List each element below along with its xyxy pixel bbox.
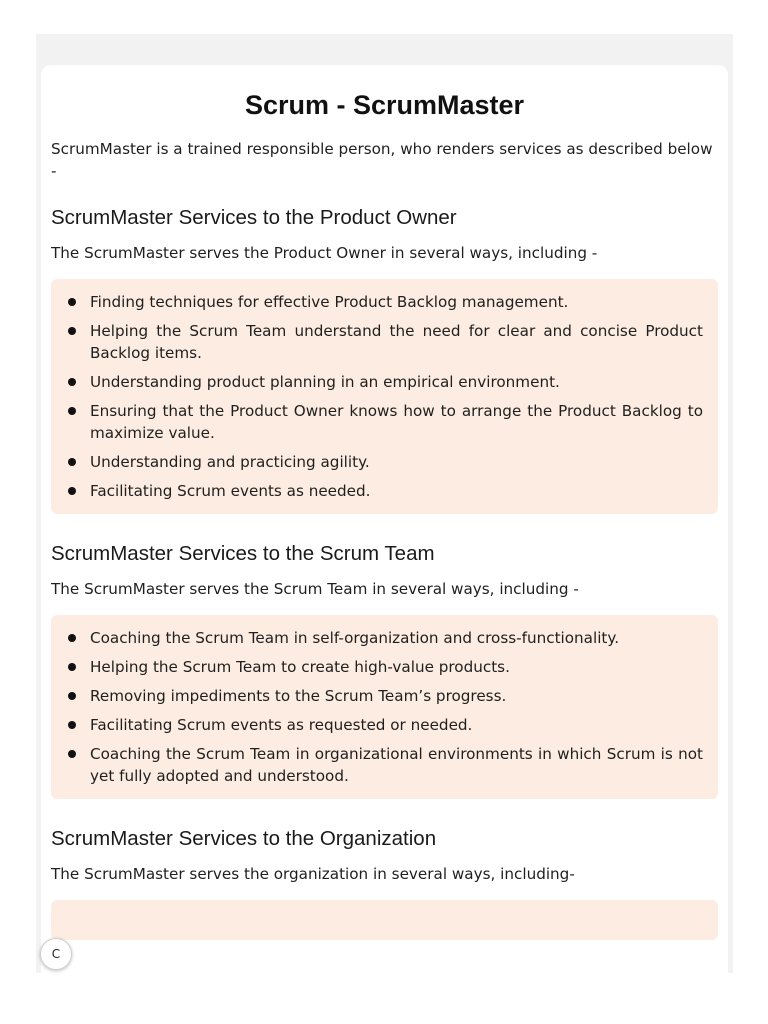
list-item-text: Coaching the Scrum Team in organizational environments in which Scrum is not yet fully adopted and understood. (90, 745, 703, 785)
section-scrum-team (51, 540, 718, 799)
bullet-icon (68, 663, 76, 671)
page-title: Scrum - ScrumMaster (244, 90, 525, 120)
list-item-text: Ensuring that the Product Owner knows how to arrange the Product Backlog to maximize value. (90, 402, 703, 442)
bullet-list (66, 627, 703, 787)
list-item (66, 743, 703, 787)
list-item-text: Understanding and practicing agility. (90, 453, 370, 471)
bullet-box (51, 900, 718, 940)
list-item-text: Coaching the Scrum Team in self-organization and cross-functionality. (90, 629, 620, 647)
list-item (66, 480, 703, 502)
bullet-icon (68, 634, 76, 642)
floating-action-button[interactable]: C (40, 938, 72, 970)
bullet-icon (68, 487, 76, 495)
bullet-icon (68, 721, 76, 729)
content-card (41, 65, 728, 973)
page-frame (36, 34, 733, 973)
list-item-text: Facilitating Scrum events as needed. (90, 482, 371, 500)
section-intro: The ScrumMaster serves the Scrum Team in several ways, including - (51, 580, 579, 598)
list-item-text: Removing impediments to the Scrum Team’s progress. (90, 687, 507, 705)
list-item-text: Helping the Scrum Team understand the need for clear and concise Product Backlog items. (90, 322, 703, 362)
bullet-icon (68, 750, 76, 758)
bullet-list (66, 291, 703, 502)
section-heading: ScrumMaster Services to the Organization (51, 827, 437, 850)
bullet-icon (68, 407, 76, 415)
bullet-box (51, 615, 718, 799)
bullet-box (51, 279, 718, 514)
list-item (66, 371, 703, 393)
bullet-icon (68, 692, 76, 700)
bullet-icon (68, 458, 76, 466)
list-item (66, 627, 703, 649)
section-product-owner (51, 204, 718, 514)
list-item (66, 656, 703, 678)
list-item-text: Finding techniques for effective Product Backlog management. (90, 293, 569, 311)
list-item (66, 714, 703, 736)
section-organization (51, 825, 718, 940)
list-item (66, 320, 703, 364)
list-item-text: Helping the Scrum Team to create high-value products. (90, 658, 510, 676)
section-heading: ScrumMaster Services to the Scrum Team (51, 542, 435, 565)
list-item (66, 685, 703, 707)
list-item-text: Understanding product planning in an empirical environment. (90, 373, 560, 391)
list-item-text: Facilitating Scrum events as requested or needed. (90, 716, 473, 734)
bullet-icon (68, 378, 76, 386)
list-item (66, 451, 703, 473)
section-intro: The ScrumMaster serves the organization in several ways, including- (51, 865, 575, 883)
bullet-icon (68, 327, 76, 335)
section-intro: The ScrumMaster serves the Product Owner in several ways, including - (51, 244, 598, 262)
list-item (66, 291, 703, 313)
bullet-icon (68, 298, 76, 306)
page-intro: ScrumMaster is a trained responsible person, who renders services as described below - (51, 140, 713, 180)
list-item (66, 400, 703, 444)
section-heading: ScrumMaster Services to the Product Owner (51, 206, 457, 229)
